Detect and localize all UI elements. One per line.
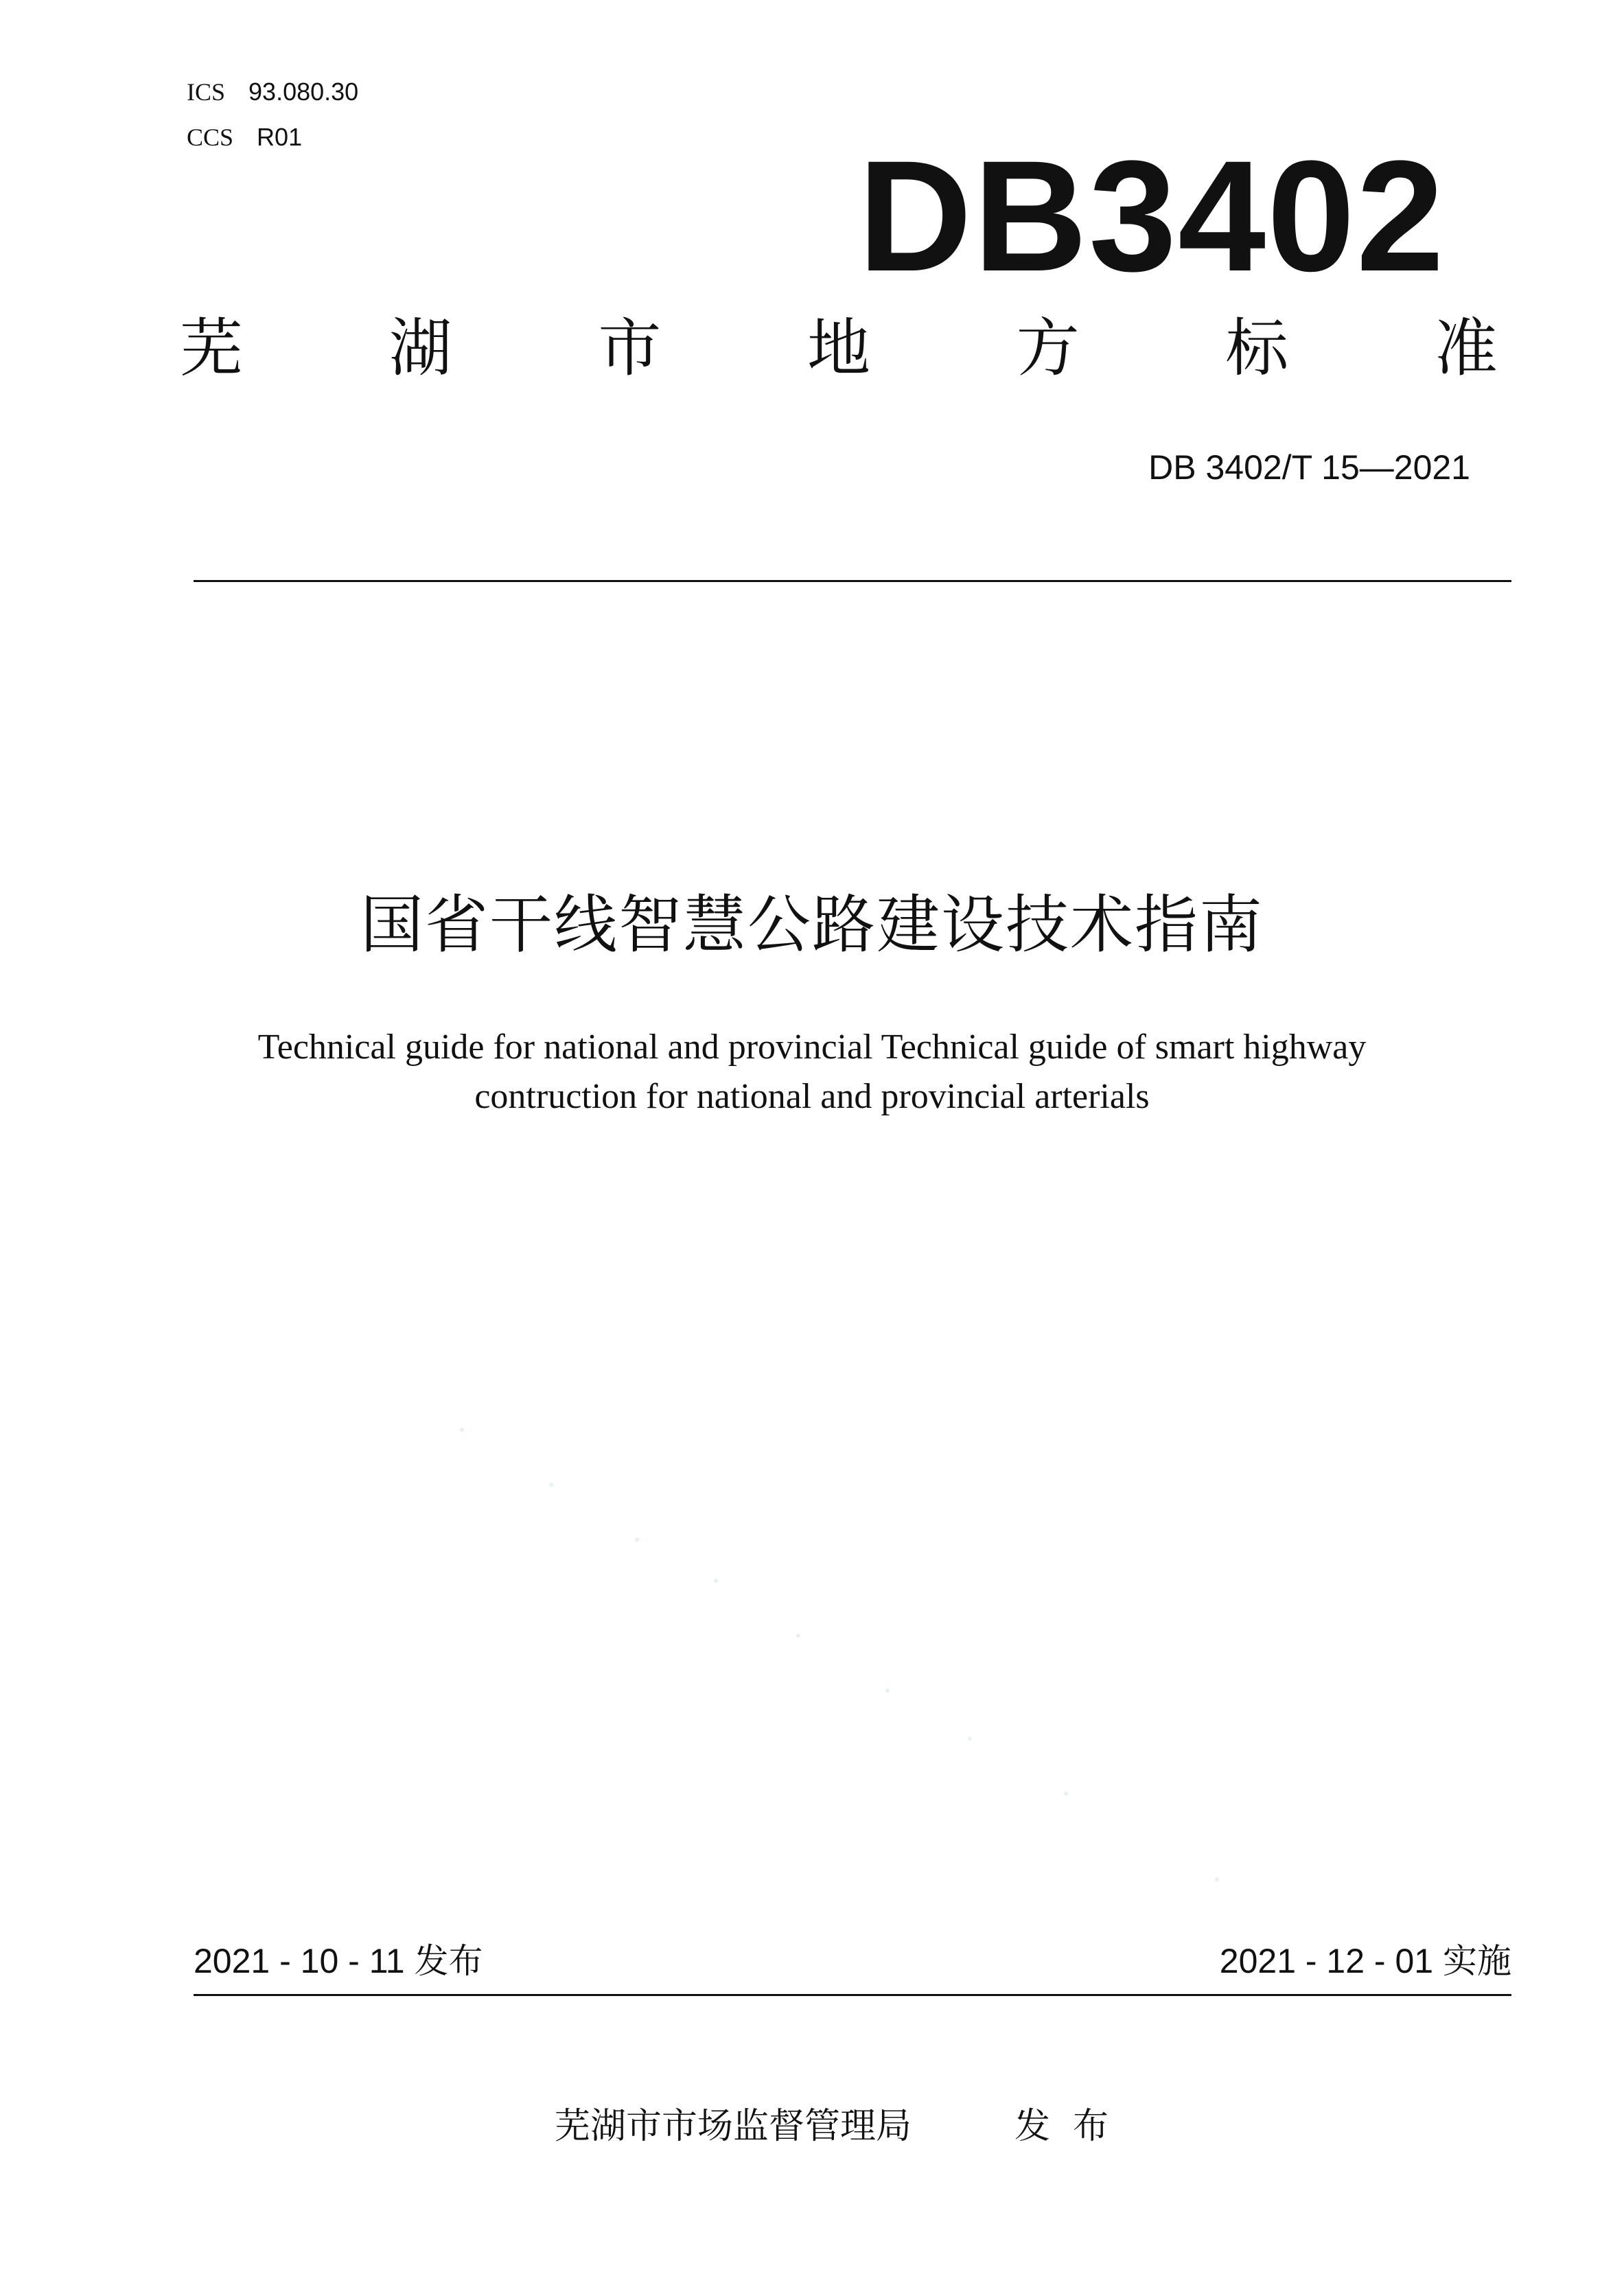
background-speck bbox=[714, 1579, 718, 1583]
issuer-action: 发 布 bbox=[1014, 2106, 1109, 2147]
document-title-en-line: contruction for national and provincial arterials bbox=[474, 1077, 1150, 1116]
ccs-line bbox=[187, 125, 302, 150]
ics-value: 93.080.30 bbox=[248, 78, 359, 106]
top-divider bbox=[194, 580, 1511, 582]
bottom-divider bbox=[194, 1994, 1511, 1996]
standard-type-char: 地 bbox=[807, 312, 870, 385]
document-title-en-line: Technical guide for national and provincial Technical guide of smart highway bbox=[257, 1028, 1367, 1067]
ics-line bbox=[187, 80, 358, 104]
issuer-name: 芜湖市市场监督管理局 bbox=[555, 2106, 912, 2147]
publish-date: 2021 - 10 - 11 发布 bbox=[194, 1942, 483, 1980]
background-speck bbox=[1215, 1877, 1219, 1881]
background-speck bbox=[1064, 1791, 1068, 1796]
document-title-zh: 国省干线智慧公路建设技术指南 bbox=[360, 888, 1264, 962]
standard-number: DB 3402/T 15—2021 bbox=[1148, 448, 1470, 487]
background-speck bbox=[968, 1737, 972, 1741]
standard-type-char: 湖 bbox=[388, 312, 452, 385]
background-speck bbox=[796, 1634, 800, 1638]
background-speck bbox=[885, 1689, 890, 1693]
ics-label: ICS bbox=[187, 78, 226, 106]
standard-type-char: 准 bbox=[1434, 312, 1498, 385]
ccs-label: CCS bbox=[187, 124, 234, 151]
db-logo: DB3402 bbox=[858, 128, 1446, 304]
background-speck bbox=[635, 1538, 639, 1542]
standard-type-char: 标 bbox=[1225, 312, 1289, 385]
implement-date: 2021 - 12 - 01 实施 bbox=[1219, 1942, 1511, 1980]
standard-type-char: 方 bbox=[1016, 312, 1080, 385]
ccs-value: R01 bbox=[257, 123, 303, 151]
standard-type-heading bbox=[180, 312, 1498, 385]
background-speck bbox=[549, 1483, 553, 1487]
document-title-en bbox=[0, 1023, 1624, 1122]
standard-type-char: 市 bbox=[598, 312, 662, 385]
background-speck bbox=[460, 1428, 464, 1432]
standard-type-char: 芜 bbox=[180, 312, 244, 385]
